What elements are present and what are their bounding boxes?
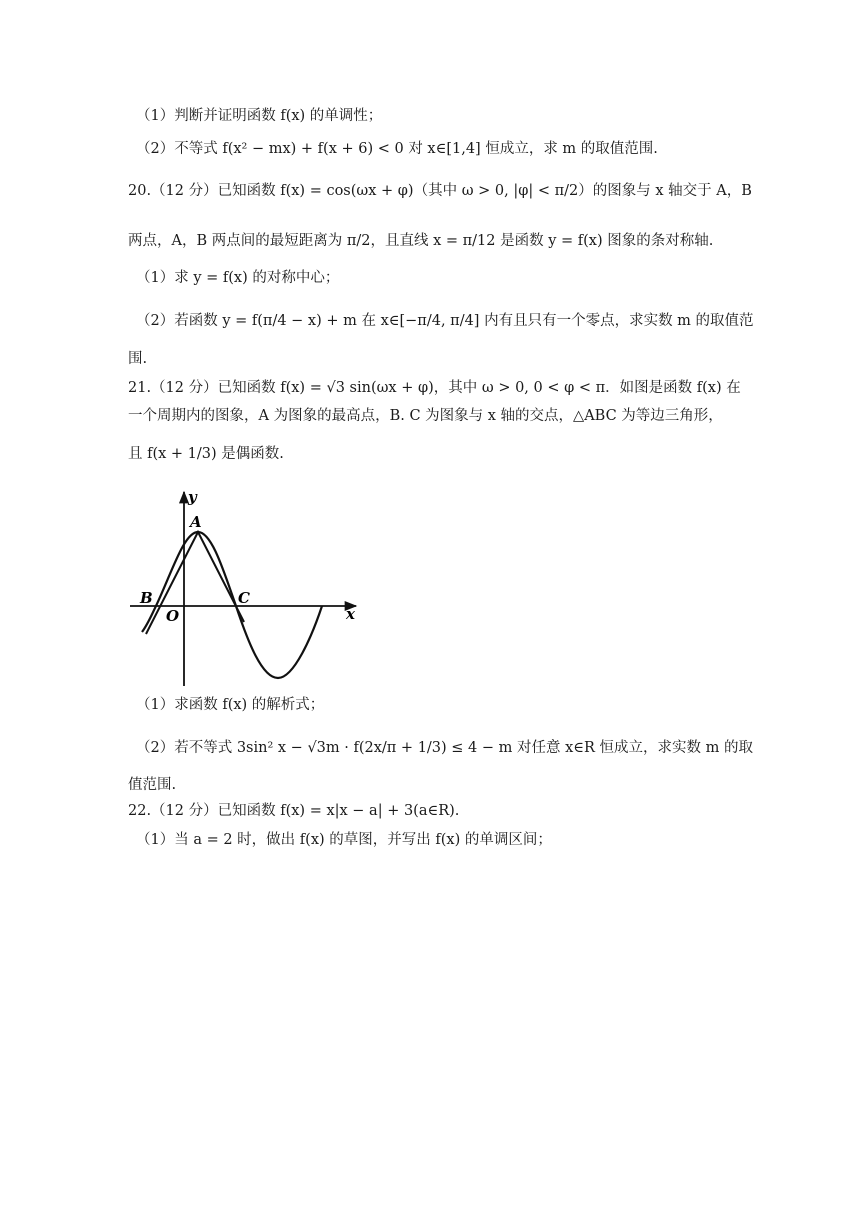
q20-part2-cont: 围. <box>128 351 148 367</box>
y-axis-label: y <box>188 488 197 506</box>
q21-part2: （2）若不等式 3sin² x − √3m · f(2x/π + 1/3) ≤ 4 − m 对任意 x∈R 恒成立，求实数 m 的取 <box>136 740 754 756</box>
origin-label: O <box>166 607 180 625</box>
q19-part1: （1）判断并证明函数 f(x) 的单调性； <box>136 108 383 124</box>
q21-stem-line3: 且 f(x + 1/3) 是偶函数. <box>128 446 284 462</box>
q21-part1: （1）求函数 f(x) 的解析式； <box>136 697 325 713</box>
q22-part1: （1）当 a = 2 时，做出 f(x) 的草图，并写出 f(x) 的单调区间； <box>136 832 552 848</box>
sine-curve <box>142 532 322 678</box>
q21-stem-line2: 一个周期内的图象，A 为图象的最高点，B. C 为图象与 x 轴的交点，△ABC 为等边三角形， <box>128 408 723 424</box>
q20-part1: （1）求 y = f(x) 的对称中心； <box>136 270 340 286</box>
q19-part2: （2）不等式 f(x² − mx) + f(x + 6) < 0 对 x∈[1,4] 恒成立，求 m 的取值范围. <box>136 141 658 157</box>
q22-stem: 22.（12 分）已知函数 f(x) = x|x − a| + 3(a∈R). <box>128 803 460 819</box>
point-b-label: B <box>140 589 153 607</box>
q21-part2-cont: 值范围. <box>128 777 177 793</box>
sine-graph-figure <box>128 486 366 692</box>
q21-stem-line1: 21.（12 分）已知函数 f(x) = √3 sin(ωx + φ)，其中 ω > 0, 0 < φ < π．如图是函数 f(x) 在 <box>128 380 741 396</box>
q20-stem-line1: 20.（12 分）已知函数 f(x) = cos(ωx + φ)（其中 ω > 0, |φ| < π/2）的图象与 x 轴交于 A，B <box>128 183 752 199</box>
q20-stem-line2: 两点，A，B 两点间的最短距离为 π/2，且直线 x = π/12 是函数 y = f(x) 图象的条对称轴. <box>128 233 714 249</box>
q20-part2: （2）若函数 y = f(π/4 − x) + m 在 x∈[−π/4, π/4] 内有且只有一个零点，求实数 m 的取值范 <box>136 313 754 329</box>
point-a-label: A <box>190 513 202 531</box>
triangle-abc <box>146 532 244 634</box>
point-c-label: C <box>238 589 250 607</box>
x-axis-label: x <box>346 605 355 623</box>
